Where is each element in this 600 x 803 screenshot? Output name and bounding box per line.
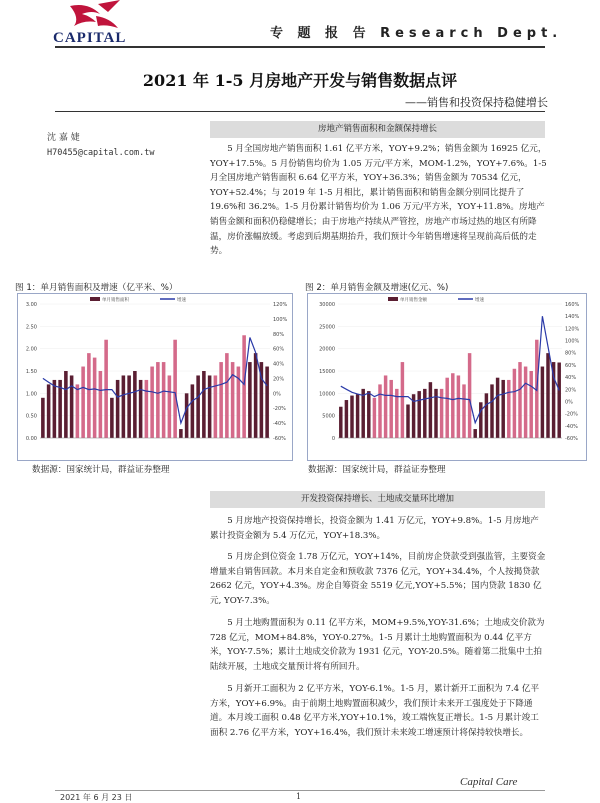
author-name: 沈 嘉 婕 — [47, 133, 80, 143]
bar — [389, 380, 392, 438]
y-right-tick-label: 60% — [273, 346, 285, 353]
bar — [53, 380, 57, 438]
bar — [541, 367, 544, 438]
bar — [173, 340, 177, 438]
figure1-source: 数据源：国家统计局，群益证券整理 — [32, 465, 170, 475]
y-right-tick-label: 40% — [565, 375, 577, 382]
y-left-tick-label: 30000 — [319, 302, 335, 308]
bar — [202, 371, 206, 438]
report-title: 2021 年 1-5 月房地产开发与销售数据点评 — [142, 71, 458, 90]
y-right-tick-label: 80% — [273, 331, 285, 338]
bar — [122, 375, 126, 438]
bar — [457, 375, 460, 438]
legend-bar-swatch — [90, 297, 100, 301]
footer-date: 2021 年 6 月 23 日 — [60, 793, 133, 802]
bar — [429, 382, 432, 438]
bar — [524, 367, 527, 438]
bar — [104, 340, 108, 438]
section2-paragraph-3: 5 月土地购置面积为 0.11 亿平方米，MOM+9.5%,YOY-31.6%；土地成交价款为 728 亿元，MOM+84.8%，YOY-0.27%。1-5 月累计土地购置面积为 0.44 亿平方米，YOY-7.5%；累计土地成交价款为 1931 亿元，YOY-20.5%。随着第二批集中土拍陆续开展，土地成交量预计将有所回升。 — [210, 618, 545, 672]
y-right-tick-label: 120% — [273, 302, 288, 308]
y-right-tick-label: -40% — [565, 423, 578, 430]
y-right-tick-label: -20% — [273, 406, 286, 413]
bar — [529, 371, 532, 438]
y-right-tick-label: 20% — [565, 387, 577, 394]
figure1-chart — [18, 294, 292, 460]
bar — [345, 400, 348, 438]
y-left-tick-label: 0.50 — [25, 413, 37, 420]
section2-heading: 开发投资保持增长、土地成交量环比增加 — [210, 491, 545, 508]
bar — [168, 375, 172, 438]
y-right-tick-label: 40% — [273, 361, 285, 368]
bar — [406, 405, 409, 439]
bar — [156, 362, 160, 438]
bar — [462, 384, 465, 438]
y-right-tick-label: 0% — [273, 391, 281, 398]
bar — [248, 362, 252, 438]
y-left-tick-label: 0 — [331, 436, 335, 442]
bar — [468, 353, 471, 438]
bar — [373, 398, 376, 438]
bar — [162, 362, 166, 438]
bar — [133, 371, 137, 438]
y-right-tick-label: -60% — [565, 436, 578, 442]
bar — [179, 429, 183, 438]
y-right-tick-label: -60% — [273, 436, 286, 442]
bar — [185, 393, 189, 438]
bar — [479, 402, 482, 438]
bar — [242, 335, 246, 438]
bar — [191, 384, 195, 438]
legend-bar-swatch — [388, 297, 398, 301]
header-divider — [55, 46, 545, 48]
bar — [127, 375, 131, 438]
y-left-tick-label: 3.00 — [25, 302, 37, 308]
bar — [490, 384, 493, 438]
footer-divider — [55, 790, 545, 791]
y-right-tick-label: 120% — [565, 326, 580, 333]
bar — [451, 373, 454, 438]
department-label: 专 题 报 告 Research Dept. — [270, 26, 563, 41]
legend-line-label: 增速 — [475, 298, 484, 303]
y-left-tick-label: 20000 — [319, 346, 335, 353]
bar — [145, 380, 149, 438]
bar — [254, 353, 258, 438]
y-left-tick-label: 0.00 — [25, 436, 37, 442]
bar — [546, 353, 549, 438]
bar — [196, 375, 200, 438]
bar — [384, 375, 387, 438]
y-left-tick-label: 25000 — [319, 324, 335, 331]
y-left-tick-label: 15000 — [319, 369, 335, 375]
bar — [64, 371, 68, 438]
bar — [70, 375, 74, 438]
bar — [339, 407, 342, 438]
bar — [445, 378, 448, 438]
bar — [423, 389, 426, 438]
figure2-source: 数据源：国家统计局，群益证券整理 — [308, 465, 446, 475]
bar — [93, 358, 97, 438]
y-right-tick-label: 20% — [273, 376, 285, 383]
footer-page-number: 1 — [296, 792, 302, 801]
legend-bar-label: 单月销售面积 — [102, 298, 129, 303]
bar — [350, 396, 353, 438]
y-right-tick-label: 160% — [565, 302, 580, 308]
y-left-tick-label: 10000 — [319, 391, 335, 398]
bar — [139, 380, 143, 438]
bar — [110, 398, 114, 438]
legend-line-label: 增速 — [177, 298, 186, 303]
bar — [361, 389, 364, 438]
figure2-title: 图 2：单月销售金额及增速(亿元、%) — [305, 283, 449, 293]
bar — [150, 367, 154, 438]
bar — [518, 362, 521, 438]
bar — [401, 362, 404, 438]
bar — [76, 384, 80, 438]
bar — [367, 391, 370, 438]
section2-paragraph-2: 5 月房企到位资金 1.78 万亿元，YOY+14%，目前房企贷款受到强监管，主要资金增量来自销售回款。本月来自定金和预收款 7376 亿元，YOY+34.4%，个人按揭贷款 2662 亿元，YOY+4.3%。房企自筹资金 5519 亿元,YOY+5.5%；国内贷款 1830 亿元, YOY-7.3%。 — [210, 552, 546, 606]
y-right-tick-label: 60% — [565, 362, 577, 369]
bar — [417, 391, 420, 438]
bar — [496, 378, 499, 438]
capital-logo-text: CAPITAL — [53, 30, 127, 46]
y-right-tick-label: 100% — [273, 316, 288, 323]
bar — [41, 398, 45, 438]
section2-paragraph-1: 5 月房地产投资保持增长，投资金额为 1.41 万亿元，YOY+9.8%。1-5 月房地产累计投资金额为 5.4 万亿元，YOY+18.3%。 — [210, 516, 539, 541]
y-right-tick-label: -40% — [273, 421, 286, 428]
bar — [81, 367, 85, 438]
section1-paragraph: 5 月全国房地产销售面积 1.61 亿平方米，YOY+9.2%；销售金额为 16925 亿元，YOY+17.5%。5 月份销售均价为 1.05 万元/平方米，MOM-1.2%，YOY+7.6%。1-5 月全国房地产销售面积 6.64 亿平方米，YOY+36.3%；销售金额为 70534 亿元，YOY+52.4%；与 2019 年 1-5 月相比，累计销售面积和销售金额分别同比提升了 19.6%和 36.2%。1-5 月份累计销售均价为 1.06 万元/平方米，YOY+11.8%。房地产销售金额和面积仍稳健增长；由于房地产持续从严管控，房地产市场过热的地区有所降温，房价涨幅放缓。考虑到后期基期抬升，我们预计今年销售增速将呈现前高后低的走势。 — [210, 144, 547, 257]
figure2-box — [307, 293, 587, 461]
author-email[interactable]: H70455@capital.com.tw — [47, 148, 155, 158]
section2-paragraph-4: 5 月新开工面积为 2 亿平方米，YOY-6.1%。1-5 月，累计新开工面积为 7.4 亿平方米，YOY+6.9%。由于前期土地购置面积减少，我们预计未来开工强度处于下降通道。本月竣工面积 0.48 亿平方米,YOY+10.1%，竣工端恢复正增长。1-5 月累计竣工面积 2.76 亿平方米，YOY+16.4%，我们预计未来竣工增速预计将保持较快增长。 — [210, 684, 540, 738]
bar — [513, 369, 516, 438]
bar — [116, 380, 120, 438]
figure2-chart — [308, 294, 586, 460]
y-left-tick-label: 5000 — [322, 413, 335, 420]
y-right-tick-label: 100% — [565, 338, 580, 345]
bar — [214, 375, 218, 438]
y-right-tick-label: -20% — [565, 411, 578, 418]
bar — [440, 389, 443, 438]
figure1-box — [17, 293, 293, 461]
bar — [87, 353, 91, 438]
bar — [557, 363, 560, 438]
bar — [208, 375, 212, 438]
y-left-tick-label: 2.50 — [25, 324, 37, 331]
bar — [58, 380, 62, 438]
bar — [225, 353, 229, 438]
bar — [231, 362, 235, 438]
y-left-tick-label: 1.50 — [25, 369, 37, 375]
bar — [378, 384, 381, 438]
bar — [473, 429, 476, 438]
bar — [356, 394, 359, 438]
y-left-tick-label: 1.00 — [25, 391, 37, 398]
y-left-tick-label: 2.00 — [25, 346, 37, 353]
bar — [47, 384, 51, 438]
bar — [219, 362, 223, 438]
figure1-title: 图 1：单月销售面积及增速（亿平米、%） — [15, 283, 178, 293]
section1-heading: 房地产销售面积和金额保持增长 — [210, 121, 545, 138]
y-right-tick-label: 0% — [565, 399, 573, 406]
bar — [485, 393, 488, 438]
title-divider — [55, 111, 545, 112]
capital-logo-mark — [60, 0, 130, 34]
bar — [501, 380, 504, 438]
bar — [99, 371, 103, 438]
y-right-tick-label: 80% — [565, 350, 577, 357]
footer-brand: Capital Care — [460, 776, 518, 788]
bar — [265, 367, 269, 438]
bar — [507, 380, 510, 438]
y-right-tick-label: 140% — [565, 314, 580, 321]
report-subtitle: ——销售和投资保持稳健增长 — [405, 96, 548, 109]
legend-bar-label: 单月销售金额 — [400, 298, 427, 303]
